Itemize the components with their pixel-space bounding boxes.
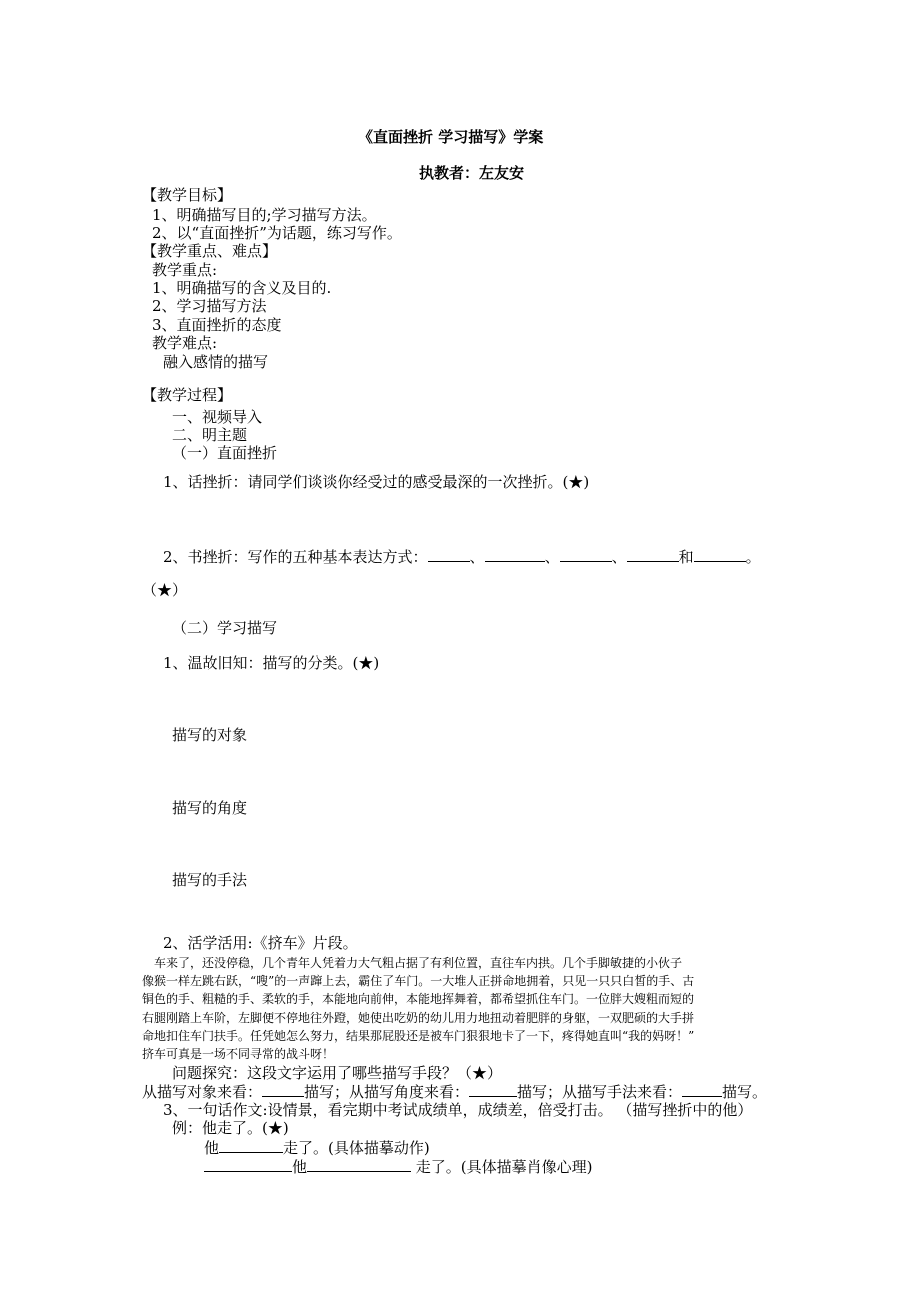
separator: 、 [611,548,627,566]
example-line [204,1138,430,1157]
focus-label: 教学重点: [152,261,218,279]
inquiry-question: 问题探究：这段文字运用了哪些描写手段？（★） [172,1064,503,1082]
example-text: 走了。(具体描摹动作) [283,1139,430,1157]
question-2 [163,547,761,566]
focus-item: 1、明确描写的含义及目的. [152,279,332,297]
answer-blank[interactable] [682,1082,722,1097]
goals-heading: 【教学目标】 [142,186,233,204]
passage-line: 挤车可真是一场不同寻常的战斗呀！ [142,1047,335,1061]
answer-blank[interactable] [428,547,470,562]
answer-blank[interactable] [560,547,612,562]
example-label: 例：他走了。(★) [172,1119,289,1137]
passage-line: 车来了，还没停稳，几个青年人凭着力大气粗占据了有利位置，直往车内拱。几个手脚敏捷的小伙子 [154,956,683,970]
focus-item: 3、直面挫折的态度 [152,316,282,334]
difficulty-item: 融入感情的描写 [163,353,269,371]
answer-blank[interactable] [307,1157,411,1172]
answer-line [142,1082,767,1101]
example-text: 他 [292,1158,308,1176]
subsection-heading: （二）学习描写 [172,619,278,637]
process-step: 一、视频导入 [172,408,263,426]
separator: 、 [469,548,485,566]
process-step: 二、明主题 [172,426,248,444]
passage-line: 右腿刚踏上车阶，左脚便不停地往外蹬，她使出吃奶的幼儿用力地扭动着肥胖的身躯，一双肥硕的大手拼 [142,1011,695,1025]
answer-label: 从描写对象来看： [142,1083,263,1101]
keypoints-heading: 【教学重点、难点】 [142,242,278,260]
goal-item: 2、以“直面挫折”为话题，练习写作。 [152,224,402,242]
answer-blank[interactable] [219,1138,283,1153]
question-3: 1、温故旧知：描写的分类。(★) [163,654,380,672]
answer-blank[interactable] [262,1082,304,1097]
page-title: 《直面挫折 学习描写》学案 [358,128,544,146]
question-1: 1、话挫折：请同学们谈谈你经受过的感受最深的一次挫折。(★) [163,473,590,491]
category-technique: 描写的手法 [172,871,248,889]
answer-blank[interactable] [485,547,545,562]
star-mark: （★） [142,581,188,599]
process-heading: 【教学过程】 [142,386,233,404]
answer-blank[interactable] [204,1157,292,1172]
question-5: 3、一句话作文:设情景，看完期中考试成绩单，成绩差，倍受打击。 （描写挫折中的他） [163,1101,753,1119]
passage-line: 命地扣住车门扶手。任凭她怎么努力，结果那屁股还是被车门狠狠地卡了一下，疼得她直叫“我的妈呀！” [142,1029,695,1043]
period: 。 [745,548,761,566]
separator: 、 [544,548,560,566]
passage-line: 像猴一样左跳右跃，“嗖”的一声蹿上去，霸住了车门。一大堆人正拼命地拥着，只见一只只白皙的手、古 [142,974,695,988]
question-4: 2、活学活用:《挤车》片段。 [163,934,358,952]
author-line: 执教者：左友安 [419,164,525,182]
answer-label: 描写；从描写手法来看： [517,1083,683,1101]
answer-blank[interactable] [627,547,679,562]
focus-item: 2、学习描写方法 [152,297,267,315]
answer-blank[interactable] [694,547,746,562]
conjunction: 和 [678,548,694,566]
example-line [204,1157,593,1176]
goal-item: 1、明确描写目的;学习描写方法。 [152,206,377,224]
category-angle: 描写的角度 [172,799,248,817]
answer-label: 描写。 [722,1083,768,1101]
answer-blank[interactable] [469,1082,517,1097]
question-2-prefix: 2、书挫折：写作的五种基本表达方式： [163,548,428,566]
example-text: 走了。(具体描摹肖像心理) [411,1158,593,1176]
category-object: 描写的对象 [172,726,248,744]
passage-line: 铜色的手、粗糙的手、柔软的手，本能地向前伸，本能地挥舞着，都希望抓住车门。一位胖大嫂粗而短的 [142,992,695,1006]
example-text: 他 [204,1139,220,1157]
difficulty-label: 教学难点: [152,334,218,352]
subsection-heading: （一）直面挫折 [172,444,278,462]
answer-label: 描写；从描写角度来看： [304,1083,470,1101]
